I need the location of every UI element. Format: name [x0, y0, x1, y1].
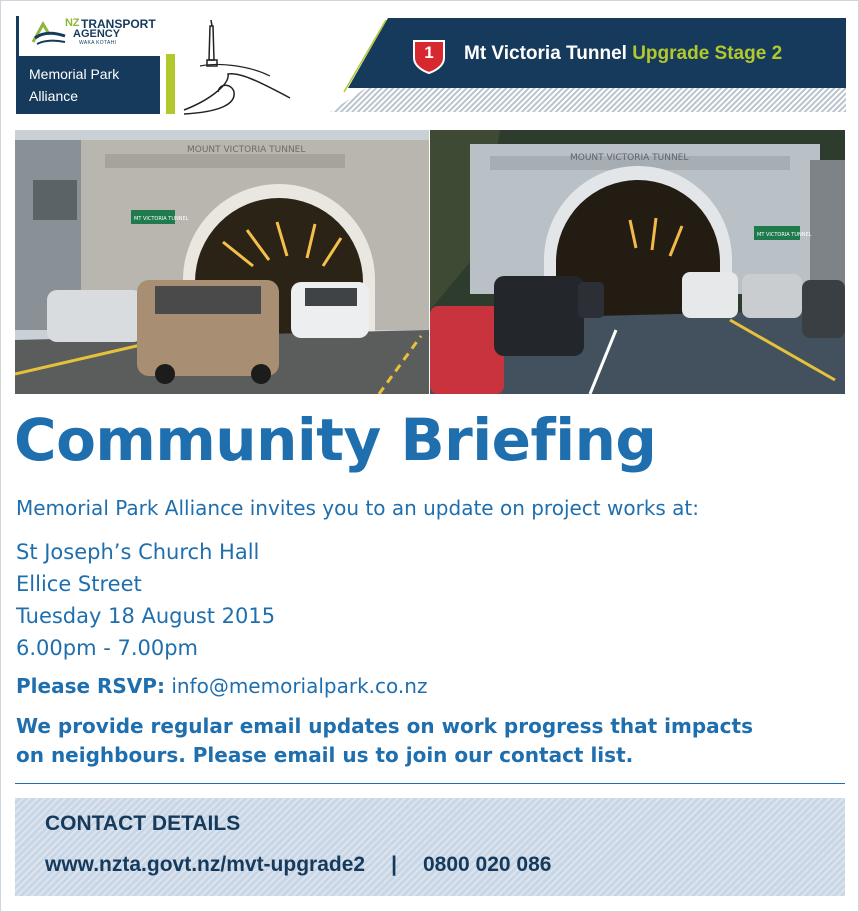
alliance-logo-block: [16, 16, 160, 114]
photo-right-portal-sign: MOUNT VICTORIA TUNNEL: [570, 153, 689, 163]
event-date: Tuesday 18 August 2015: [16, 604, 276, 628]
alliance-name: Memorial Park Alliance: [29, 66, 120, 104]
photo-tunnel-after: [430, 130, 845, 394]
phone-number[interactable]: 0800 020 086: [422, 853, 552, 876]
accent-bar: [166, 54, 175, 114]
photo-right-road-sign: MT VICTORIA TUNNEL: [757, 232, 812, 238]
venue-street: Ellice Street: [16, 572, 142, 596]
logo-waka-kotahi-text: WAKA KOTAHI: [79, 40, 117, 46]
project-title: [464, 43, 782, 65]
contact-details-panel: [15, 798, 845, 896]
event-time: 6.00pm - 7.00pm: [16, 636, 199, 660]
photo-left-road-sign: MT VICTORIA TUNNEL: [134, 216, 189, 222]
rsvp-label: Please RSVP:: [16, 674, 165, 698]
rsvp-line: [16, 674, 427, 698]
email-updates-note: We provide regular email updates on work progress that impacts on neighbours. Please email us to join our contact list.: [16, 714, 753, 767]
title-banner: [326, 18, 846, 112]
logo-agency-text: AGENCY: [73, 28, 121, 40]
tunnel-monument-sketch-icon: [180, 18, 298, 118]
website-link[interactable]: www.nzta.govt.nz/mvt-upgrade2: [45, 853, 366, 876]
contact-separator: |: [391, 853, 397, 876]
photo-left-portal-sign: MOUNT VICTORIA TUNNEL: [187, 145, 306, 155]
highway-number: 1: [424, 43, 434, 62]
nzta-swoosh-icon: [31, 20, 67, 48]
invitation-text: Memorial Park Alliance invites you to an update on project works at:: [16, 496, 700, 520]
logo-transport-text: TRANSPORT: [81, 17, 156, 31]
page-title: Community Briefing: [14, 406, 657, 474]
rsvp-email-link[interactable]: info@memorialpark.co.nz: [171, 674, 428, 698]
contact-title: CONTACT DETAILS: [45, 812, 241, 835]
logo-nz-text: NZ: [65, 17, 80, 29]
event-details: [16, 536, 275, 664]
venue-name: St Joseph’s Church Hall: [16, 540, 260, 564]
contact-line: [45, 853, 551, 877]
project-title-stage: Upgrade Stage 2: [632, 43, 783, 64]
divider: [15, 783, 845, 784]
project-title-main: Mt Victoria Tunnel: [464, 43, 627, 64]
photo-tunnel-before: [15, 130, 429, 394]
nzta-logo: [16, 16, 160, 56]
